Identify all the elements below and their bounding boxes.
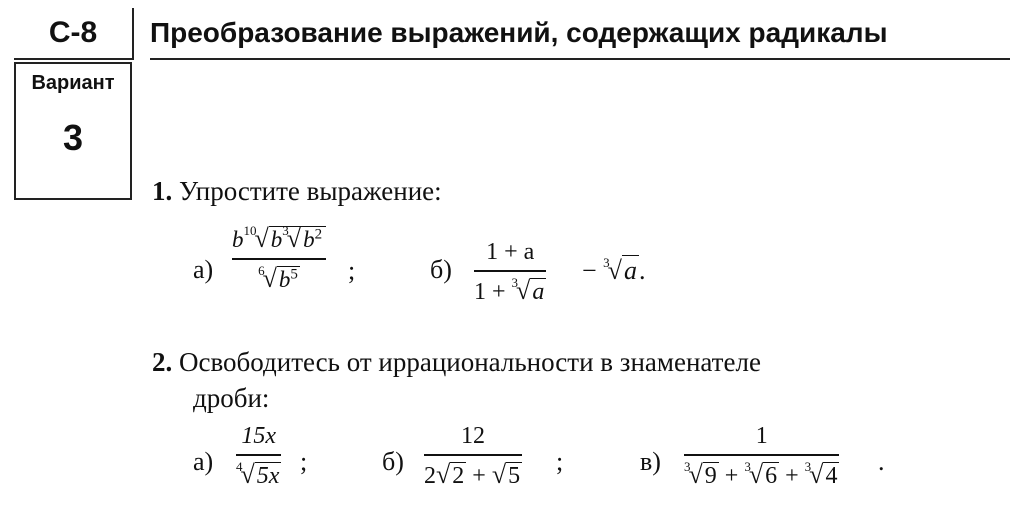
task1-heading (152, 176, 442, 207)
task1-a-numerator: $b^{10}√b^3√b^2$ (232, 226, 326, 252)
root-3: $^3√b^2$ (282, 223, 323, 253)
task2-a-label: а) (193, 447, 214, 476)
root-10: $^{10}√b^3√b^2$ (244, 226, 327, 252)
task2-c-denominator: $^3$√9 + $^3$√6 + $^3$√4 (684, 459, 838, 489)
task2-number: 2. (152, 347, 173, 377)
task2-c-fraction (684, 424, 839, 488)
task1-a-denominator: $^6√b^5$ (258, 263, 298, 293)
task2-b-label: б) (382, 447, 404, 476)
task1-a-fraction (232, 223, 326, 293)
task1-b-fraction (474, 240, 546, 304)
task1-b-numerator: 1 + a (486, 239, 535, 265)
task2-b-fraction (424, 424, 522, 488)
task2-b-numerator: 12 (461, 423, 486, 449)
task2-heading (152, 347, 761, 378)
page-title: Преобразование выражений, содержащих радикалы (150, 8, 1010, 60)
task2-c-label: в) (640, 447, 661, 476)
variant-box (14, 62, 132, 200)
variant-number: 3 (62, 117, 84, 158)
task1-b-tail: − $^3$√a. (582, 255, 646, 285)
task1-a-label: а) (193, 255, 214, 284)
task1-a-separator: ; (348, 256, 356, 285)
task2-b-denominator: 2√2 + √5 (424, 460, 521, 489)
task1-b-denominator: 1 + $^3$√a (474, 275, 545, 305)
variant-label: Вариант (31, 72, 115, 94)
task2-a-separator: ; (300, 447, 308, 476)
task2-text-line1: Освободитесь от иррациональности в знаменателе (179, 347, 761, 377)
header (14, 8, 1014, 62)
section-code: С-8 (14, 8, 134, 60)
task2-c-numerator: 1 (755, 423, 768, 449)
task2-b-separator: ; (556, 447, 564, 476)
task1-b-label: б) (430, 255, 452, 284)
task2-a-numerator: 15x (241, 423, 277, 449)
task2-a-fraction (236, 424, 281, 488)
task1-text: Упростите выражение: (179, 176, 442, 206)
task2-text-line2: дроби: (193, 383, 270, 413)
task1-number: 1. (152, 176, 173, 206)
task2-c-end: . (878, 447, 885, 476)
task2-a-denominator: $^4$√5x (236, 459, 280, 489)
